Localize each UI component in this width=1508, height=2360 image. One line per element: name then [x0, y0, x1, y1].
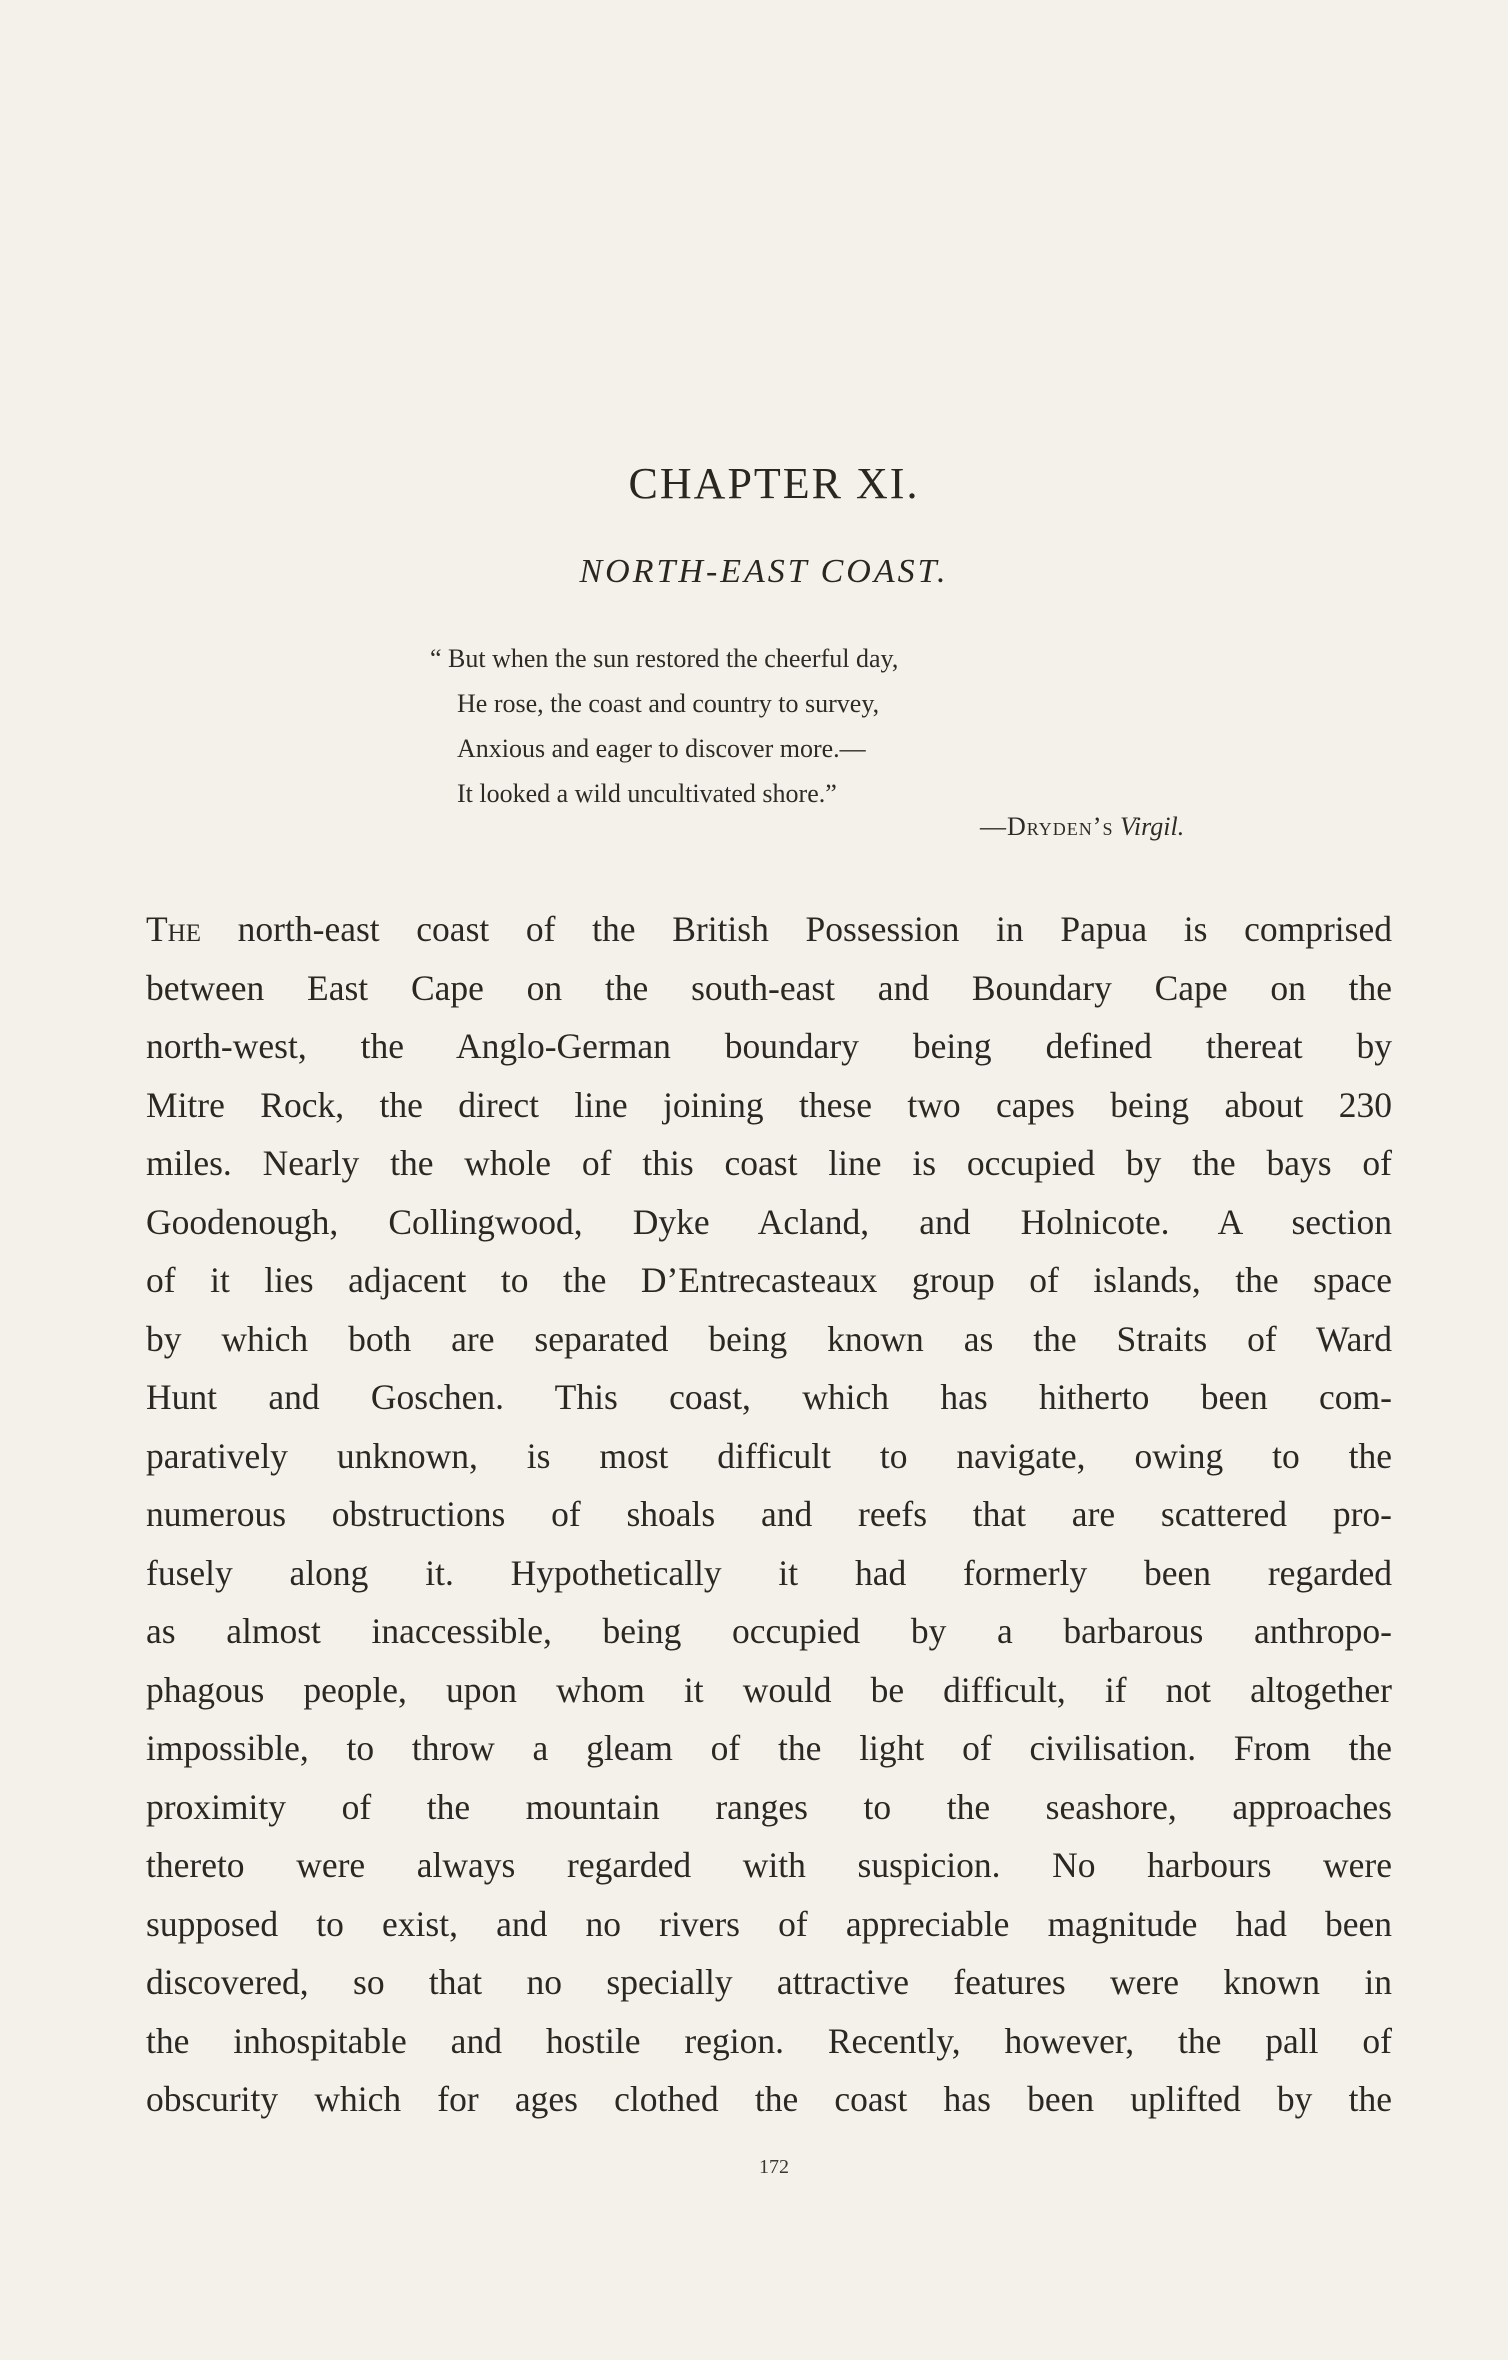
- body-line: Hunt and Goschen. This coast, which has hitherto been com-: [146, 1377, 1392, 1417]
- body-line: Mitre Rock, the direct line joining these two capes being about 230: [146, 1084, 1392, 1125]
- body-paragraph: [146, 900, 1392, 2129]
- epigraph-line: He rose, the coast and country to survey,: [457, 689, 880, 718]
- body-line: discovered, so that no specially attractive features were known in: [146, 1962, 1392, 2002]
- epigraph-attribution: [980, 812, 1184, 842]
- chapter-subtitle: NORTH-EAST COAST.: [579, 553, 949, 590]
- body-line: numerous obstructions of shoals and reefs that are scattered pro-: [146, 1494, 1392, 1534]
- body-line: between East Cape on the south-east and Boundary Cape on the: [146, 967, 1392, 1008]
- body-line: by which both are separated being known as the Straits of Ward: [146, 1318, 1392, 1359]
- body-line: fusely along it. Hypothetically it had formerly been regarded: [146, 1552, 1392, 1593]
- body-line: proximity of the mountain ranges to the seashore, approaches: [146, 1786, 1392, 1827]
- body-line: obscurity which for ages clothed the coast has been uplifted by the: [146, 2079, 1392, 2119]
- body-line: supposed to exist, and no rivers of appreciable magnitude had been: [146, 1903, 1392, 1944]
- body-line: [146, 900, 1392, 959]
- epigraph-line: “ But when the sun restored the cheerful day,: [430, 644, 899, 673]
- body-line: as almost inaccessible, being occupied by a barbarous anthropo-: [146, 1611, 1392, 1651]
- epigraph-line: It looked a wild uncultivated shore.”: [457, 779, 837, 808]
- page-number: 172: [759, 2156, 789, 2178]
- first-line-text: north-east coast of the British Possession in Papua is comprised: [201, 909, 1392, 949]
- body-line: of it lies adjacent to the D’Entrecasteaux group of islands, the space: [146, 1260, 1392, 1300]
- body-line: paratively unknown, is most difficult to navigate, owing to the: [146, 1435, 1392, 1476]
- lead-word: The: [146, 909, 202, 949]
- epigraph: [430, 636, 898, 816]
- attribution-work: Virgil.: [1119, 812, 1185, 841]
- body-line: thereto were always regarded with suspicion. No harbours were: [146, 1845, 1392, 1885]
- body-line: impossible, to throw a gleam of the light of civilisation. From the: [146, 1728, 1392, 1768]
- body-line: miles. Nearly the whole of this coast line is occupied by the bays of: [146, 1143, 1392, 1183]
- epigraph-line: Anxious and eager to discover more.—: [457, 734, 866, 763]
- body-line: north-west, the Anglo-German boundary being defined thereat by: [146, 1026, 1392, 1066]
- body-line: Goodenough, Collingwood, Dyke Acland, and Holnicote. A section: [146, 1201, 1392, 1242]
- body-line: phagous people, upon whom it would be difficult, if not altogether: [146, 1669, 1392, 1710]
- body-line: the inhospitable and hostile region. Recently, however, the pall of: [146, 2020, 1392, 2061]
- attribution-author: —Dryden’s: [980, 812, 1114, 841]
- chapter-title: CHAPTER XI.: [628, 459, 920, 508]
